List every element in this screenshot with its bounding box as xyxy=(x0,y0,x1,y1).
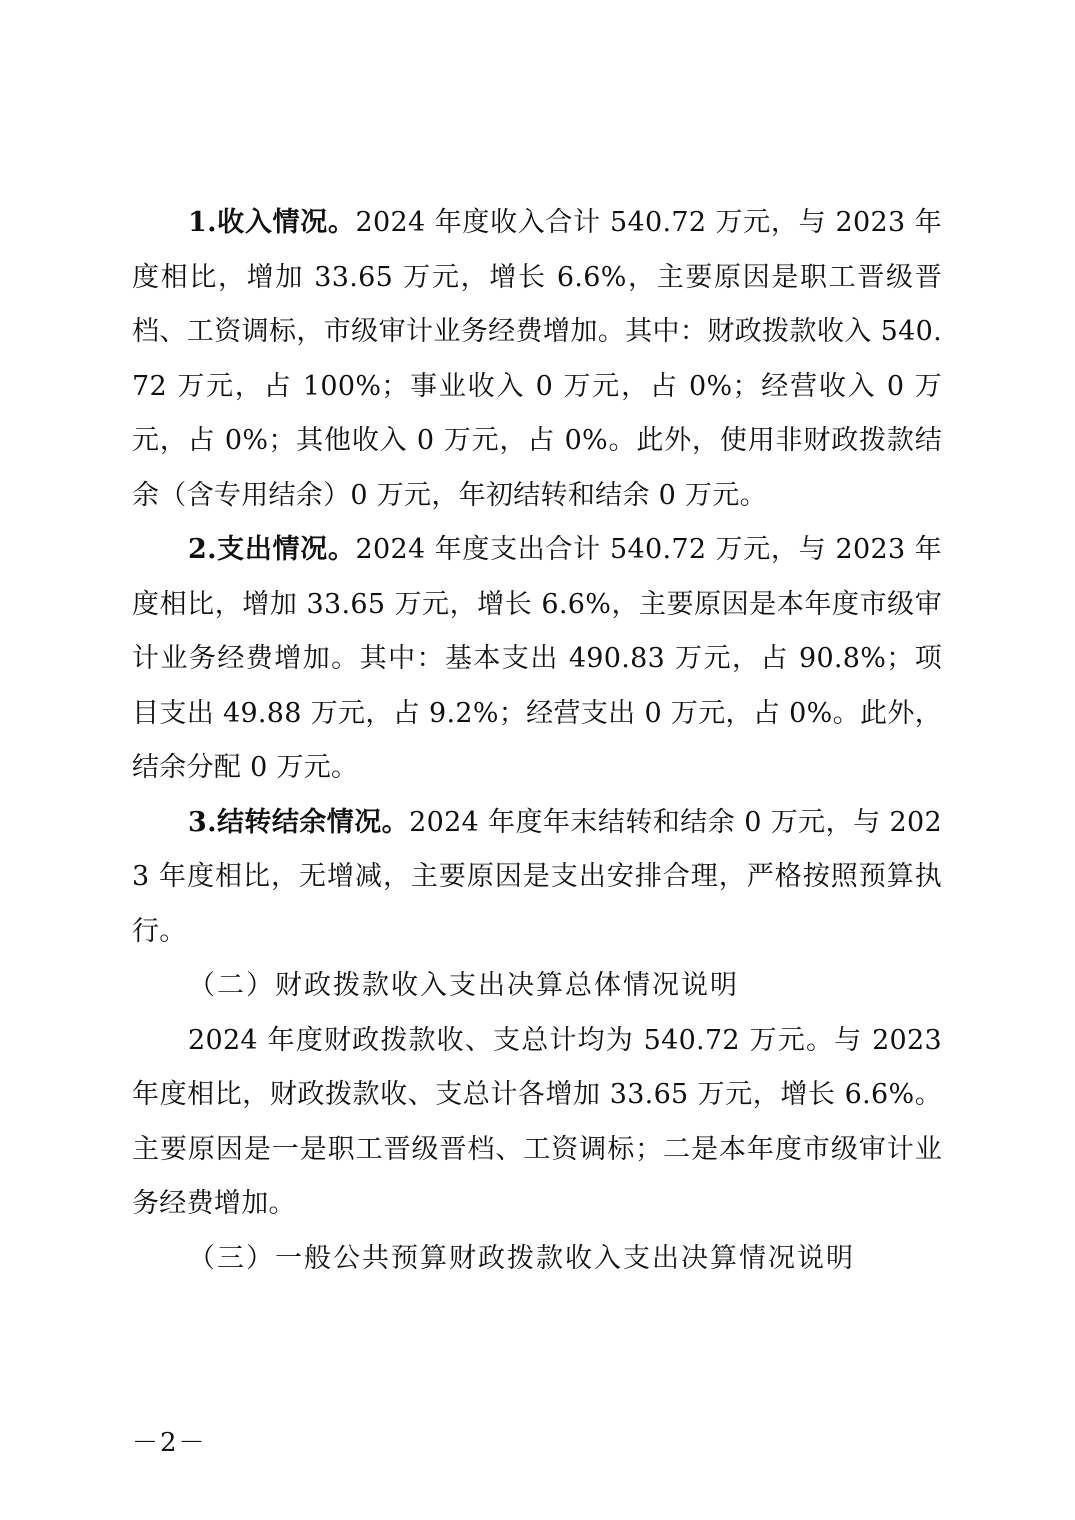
income-paragraph xyxy=(132,196,942,523)
expenditure-heading: 2.支出情况。 xyxy=(188,534,356,565)
carryover-text: 2024 年度年末结转和结余 0 万元，与 2023 年度相比，无增减，主要原因是支出安排合理，严格按照预算执行。 xyxy=(132,806,942,947)
expenditure-text: 2024 年度支出合计 540.72 万元，与 2023 年度相比，增加 33.65 万元，增长 6.6%，主要原因是本年度市级审计业务经费增加。其中：基本支出 490.83 万元，占 90.8%；项目支出 49.88 万元，占 9.2%；经营支出 0 万元，占 0%。此外，结余分配 0 万元。 xyxy=(132,534,942,783)
carryover-heading: 3.结转结余情况。 xyxy=(188,806,410,838)
expenditure-paragraph xyxy=(132,523,942,796)
document-body xyxy=(132,196,942,1286)
section-heading-fiscal-overview: （二）财政拨款收入支出决算总体情况说明 xyxy=(188,970,739,1001)
fiscal-overview-paragraph: 2024 年度财政拨款收、支总计均为 540.72 万元。与 2023 年度相比，财政拨款收、支总计各增加 33.65 万元，增长 6.6%。主要原因是一是职工晋级晋档、工资调标；二是本年度市级审计业务经费增加。 xyxy=(132,1024,942,1219)
income-heading: 1.收入情况。 xyxy=(188,207,356,238)
page-number: －2－ xyxy=(132,1428,207,1458)
income-text: 2024 年度收入合计 540.72 万元，与 2023 年度相比，增加 33.65 万元，增长 6.6%，主要原因是职工晋级晋档、工资调标，市级审计业务经费增加。其中：财政拨款收入 540.72 万元，占 100%；事业收入 0 万元，占 0%；经营收入 0 万元，占 0%；其他收入 0 万元，占 0%。此外，使用非财政拨款结余（含专用结余）0 万元，年初结转和结余 0 万元。 xyxy=(132,207,942,511)
section-heading-general-budget: （三）一般公共预算财政拨款收入支出决算情况说明 xyxy=(188,1242,855,1274)
carryover-paragraph xyxy=(132,796,942,960)
